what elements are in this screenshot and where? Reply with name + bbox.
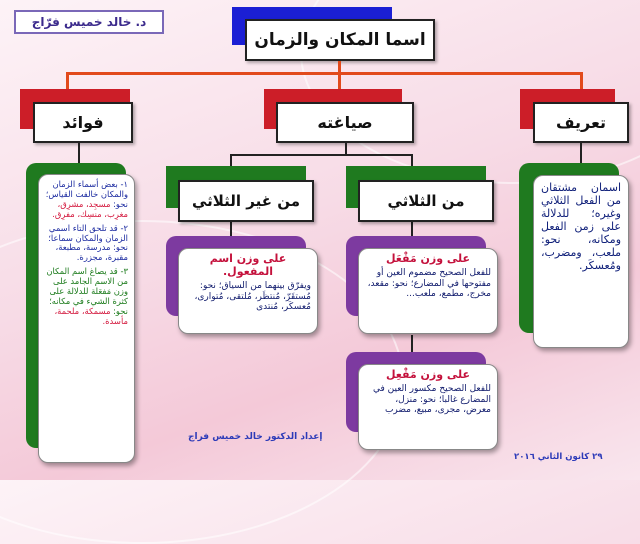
pattern-card-non-triliteral <box>178 248 318 334</box>
pattern-title: على وزن مَفْعَل <box>385 252 471 265</box>
pattern-card-mafal <box>358 248 498 334</box>
connector <box>78 143 80 165</box>
definition-text: اسمان مشتقان من الفعل الثلاثي وغيره؛ للدلالة على زمن الفعل ومكانه، نحو: ملعب، ومضرب، ومُعسكَر. <box>541 181 621 272</box>
pattern-text: ويفرّق بينهما من السياق؛ نحو: مُستقَرّ، مُنتظَر، مُلتقى، مُتوارى، مُعسكَر، مُنتدى <box>194 280 311 313</box>
benefit-item: ١- بعض أسماء الزمان والمكان خالفت القياس؛ نحو: مسجِد، مشرِق، مغرِب، منسِك، مفرِق. <box>45 179 128 219</box>
branch-benefits: فوائد <box>33 102 133 143</box>
pattern-text: للفعل الصحيح مضموم العين أو مفتوحها في المضارع؛ نحو: مقعد، مخرج، مطمع، ملعب... <box>367 267 491 300</box>
pattern-text: للفعل الصحيح مكسور العين في المضارع غالبا؛ نحو: منزل، معرض، مجرى، مبيع، مضرب <box>372 383 491 416</box>
definition-card <box>533 175 629 348</box>
author-label: د. خالد خميس فرّاج <box>14 10 164 34</box>
sub-branch-non-triliteral: من غير الثلاثي <box>178 180 314 222</box>
benefits-card <box>38 174 135 463</box>
pattern-title: على وزن مَفْعِل <box>385 368 471 381</box>
benefit-item: ٣- قد يصاغ اسم المكان من الاسم الجامد على وزن مَفعَلة للدلالة على كثرة الشيء في مكانه؛ نحو: مسمكة، ملحمة، مأسدة. <box>46 266 128 326</box>
connector <box>230 154 413 156</box>
credit-text: إعداد الدكتور خالد خميس فراج <box>188 432 323 442</box>
pattern-title: على وزن اسم المفعول. <box>209 252 287 278</box>
branch-formation: صياغته <box>276 102 414 143</box>
pattern-card-mafil <box>358 364 498 450</box>
sub-branch-triliteral: من الثلاثي <box>358 180 494 222</box>
benefit-item: ٢- قد تلحق التاء اسمي الزمان والمكان سماعا؛ نحو: مدرسة، مطبعة، مقبرة، مجزرة. <box>48 222 128 263</box>
connector <box>580 143 582 165</box>
date-text: ٢٩ كانون الثاني ٢٠١٦ <box>514 452 603 462</box>
connector <box>66 72 583 75</box>
main-title: اسما المكان والزمان <box>245 19 435 61</box>
branch-definition: تعريف <box>533 102 629 143</box>
